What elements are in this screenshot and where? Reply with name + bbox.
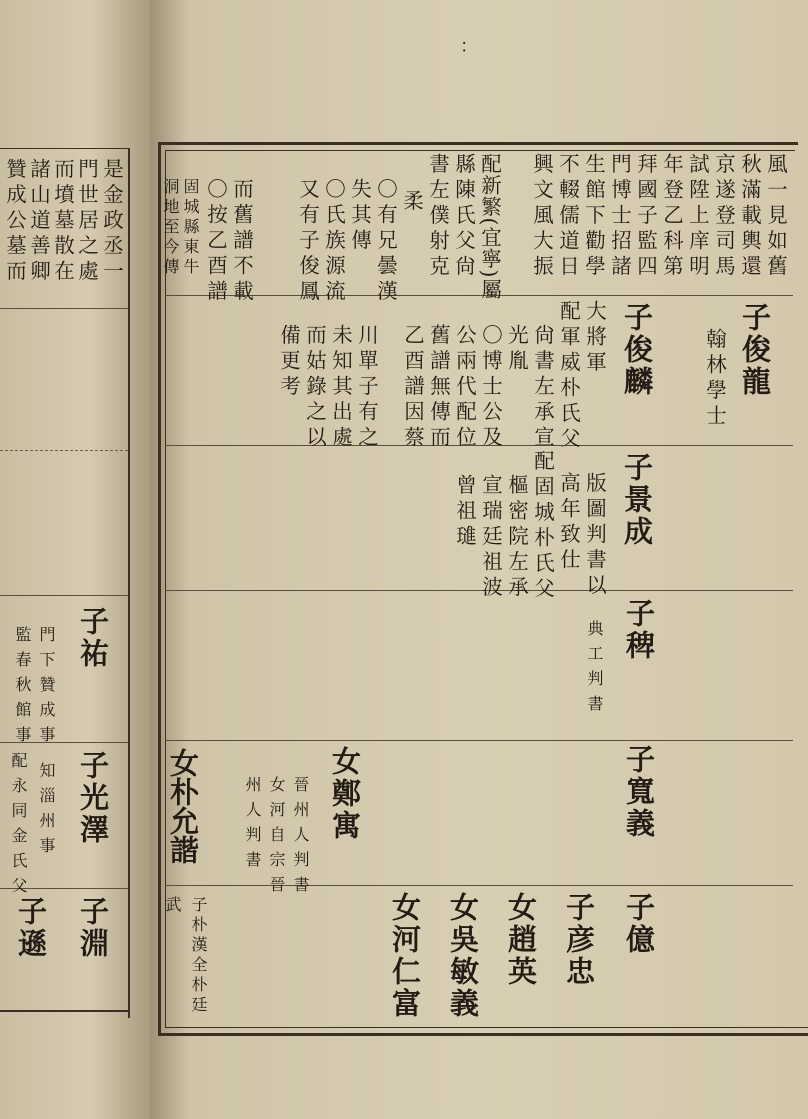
- left-header-column: 諸山道善卿: [26, 158, 51, 286]
- entry-name-junlong: 子俊龍: [738, 302, 772, 398]
- right-page: [150, 0, 808, 1119]
- header-column: 秋滿載輿還: [737, 153, 762, 281]
- entry-note: 舊譜無傳而: [426, 324, 451, 452]
- header-column: 生館下勸學: [581, 153, 606, 281]
- entry-note: 州人判書: [243, 776, 262, 876]
- header-column: 洞地至今傳: [161, 178, 180, 278]
- entry-name-jingcheng: 子景成: [620, 452, 654, 548]
- entry-name-junlin: 子俊麟: [620, 302, 654, 398]
- left-row-line: [0, 450, 128, 451]
- header-column: 縣陳氏父尙: [451, 153, 476, 281]
- left-row-line: [0, 595, 128, 596]
- header-column: 失其傳: [347, 178, 372, 255]
- entry-note: 翰林學士: [702, 328, 727, 430]
- entry-note: 而姑錄之以: [302, 324, 327, 452]
- left-top-line: [0, 148, 130, 149]
- header-column: 〇按乙酉譜: [203, 178, 228, 306]
- header-column: 〇氏族源流: [321, 178, 346, 306]
- left-entry-note: 監春秋館事: [13, 626, 32, 751]
- left-header-column: 是金政丞一: [99, 158, 124, 286]
- side-mark: 武: [163, 896, 182, 921]
- left-header-column: 而墳墓散在: [50, 158, 75, 286]
- left-entry-name: 子遜: [14, 896, 48, 960]
- left-header-column: 門世居之處: [74, 158, 99, 286]
- entry-name-yi: 子億: [622, 892, 656, 956]
- header-column: 門博士招諸: [607, 153, 632, 281]
- entry-note: 川單子有之: [354, 324, 379, 452]
- entry-note: 典工判書: [585, 620, 604, 720]
- entry-note: 宣瑞廷祖波: [478, 474, 503, 602]
- entry-name-daughter: 女河仁富: [388, 892, 422, 1020]
- entry-note: 大將軍: [582, 300, 607, 377]
- header-column: 風一見如舊: [763, 153, 788, 281]
- entry-note: 乙酉譜因蔡: [400, 324, 425, 452]
- left-row-line: [0, 308, 128, 309]
- entry-name-kuanyi: 子寬義: [622, 744, 656, 840]
- left-entry-name: 子光澤: [76, 750, 110, 846]
- left-page: [0, 0, 150, 1119]
- entry-note: 尙書左承宣: [530, 324, 555, 452]
- header-column: 不輟儒道日: [555, 153, 580, 281]
- header-column: 配新繁(宜寧)屬: [477, 153, 502, 300]
- left-entry-name: 子祐: [76, 606, 110, 670]
- entry-note: 〇博士公及: [478, 324, 503, 452]
- entry-note: 晉州人判書: [291, 776, 310, 901]
- row-divider: [165, 885, 793, 886]
- outer-frame-bottom: [158, 1033, 808, 1036]
- row-divider: [165, 740, 793, 741]
- left-entry-name: 子淵: [76, 896, 110, 960]
- left-entry-note: 門下贊成事: [37, 626, 56, 751]
- left-border-line: [128, 148, 130, 1018]
- entry-note: 高年致仕: [556, 472, 581, 574]
- entry-note: 公兩代配位: [452, 324, 477, 452]
- header-column: 固城縣東牛: [181, 178, 200, 278]
- entry-name-daughter: 女朴允諧: [166, 748, 200, 864]
- left-entry-note: 配永同金氏父: [9, 752, 28, 902]
- side-note: 子朴漢全朴廷: [189, 896, 208, 1016]
- header-column: 試陞上庠明: [685, 153, 710, 281]
- header-column: 柔: [399, 190, 424, 216]
- outer-frame-top: [158, 142, 798, 145]
- entry-note: 配軍威朴氏父: [556, 300, 581, 453]
- entry-note: 光胤: [504, 324, 529, 375]
- entry-name-daughter: 女趙英: [504, 892, 538, 988]
- entry-note: 女河自宗晉: [267, 776, 286, 901]
- inner-frame-top: [165, 150, 795, 151]
- entry-note: 版圖判書以: [582, 472, 607, 600]
- top-mark: ：: [460, 36, 478, 57]
- entry-note: 曾祖璡: [452, 474, 477, 551]
- entry-note: 配固城朴氏父: [530, 450, 555, 603]
- left-header-column: 贊成公墓而: [2, 158, 27, 286]
- header-column: 興文風大振: [529, 153, 554, 281]
- entry-note: 未知其出處: [328, 324, 353, 452]
- header-column: 書左僕射克: [425, 153, 450, 281]
- header-column: 拜國子監四: [633, 153, 658, 281]
- entry-note: 備更考: [276, 324, 301, 401]
- entry-name-bi: 子稗: [622, 598, 656, 662]
- entry-name-daughter: 女鄭寓: [328, 746, 362, 842]
- header-column: 〇有兄曇漢: [373, 178, 398, 306]
- inner-frame-bottom: [165, 1027, 808, 1028]
- entry-name-daughter: 女吳敏義: [446, 892, 480, 1020]
- left-entry-note: 知淄州事: [37, 762, 56, 862]
- left-bottom-line: [0, 1010, 130, 1012]
- header-column: 京遂登司馬: [711, 153, 736, 281]
- header-column: 而舊譜不載: [229, 178, 254, 306]
- header-column: 又有子俊鳳: [295, 178, 320, 306]
- entry-note: 樞密院左承: [504, 474, 529, 602]
- entry-name-yanzhong: 子彦忠: [562, 892, 596, 988]
- header-column: 年登乙科第: [659, 153, 684, 281]
